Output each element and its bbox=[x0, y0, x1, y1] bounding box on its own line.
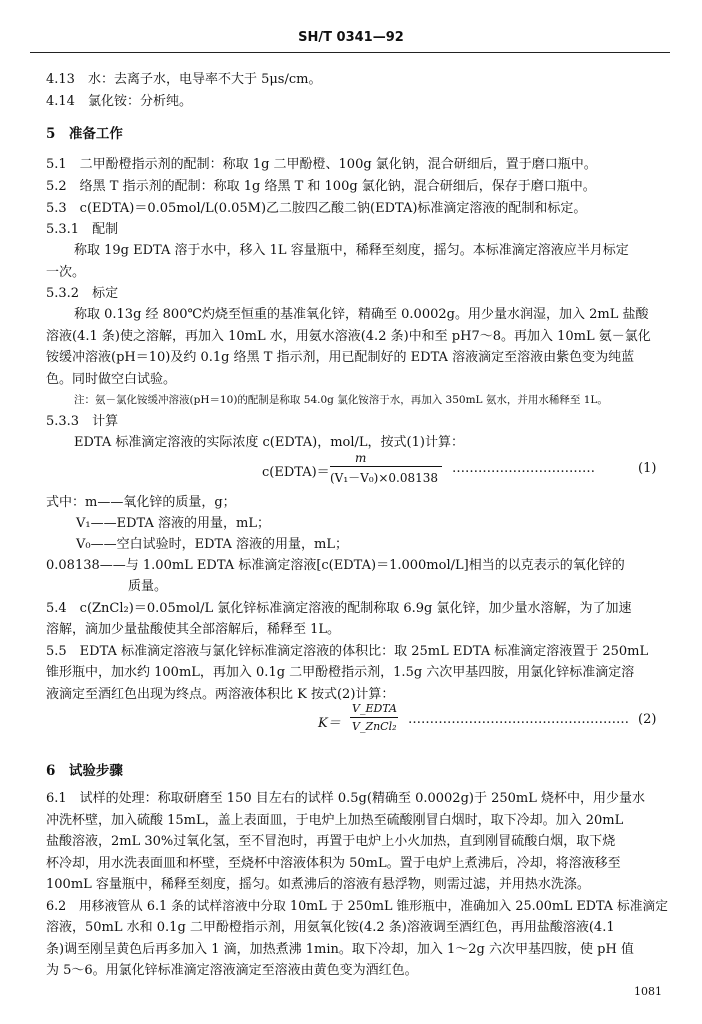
clause-6-1-line2: 冲洗杯壁，加入硫酸 15mL，盖上表面皿，于电炉上加热至硫酸刚冒白烟时，取下冷却。加入 20mL bbox=[46, 813, 624, 828]
clause-5-5-line3: 液滴定至酒红色出现为终点。两溶液体积比 K 按式(2)计算： bbox=[46, 687, 395, 702]
clause-5-3-2: 5.3.2 标定 bbox=[46, 286, 119, 301]
clause-6-1-line5: 100mL 容量瓶中，稀释至刻度，摇匀。如煮沸后的溶液有悬浮物，则需过滤，并用热水洗涤。 bbox=[46, 877, 590, 892]
where-desc: ——氧化锌的质量，g； bbox=[97, 495, 236, 510]
equation-1-lhs: c(EDTA)＝ bbox=[262, 465, 330, 480]
clause-5-5-line2: 锥形瓶中，加水约 100mL，再加入 0.1g 二甲酚橙指示剂，1.5g 六次甲基四胺，用氯化锌标准滴定溶 bbox=[46, 665, 635, 680]
where-desc: ——EDTA 溶液的用量，mL； bbox=[90, 516, 270, 531]
where-desc: ——空白试验时，EDTA 溶液的用量，mL； bbox=[90, 537, 348, 552]
para-5-3-3: EDTA 标准滴定溶液的实际浓度 c(EDTA)，mol/L，按式(1)计算： bbox=[74, 435, 464, 450]
document-header: SH/T 0341—92 bbox=[298, 30, 404, 45]
where-symbol: 式中：m bbox=[46, 495, 98, 510]
equation-1-numerator: m bbox=[355, 451, 367, 465]
equation-1-denominator: (V₁－V₀)×0.08138 bbox=[330, 471, 438, 485]
section-5-heading: 5 准备工作 bbox=[46, 126, 123, 142]
clause-5-5-line1: 5.5 EDTA 标准滴定溶液与氯化锌标准滴定溶液的体积比：取 25mL EDTA 标准滴定溶液置于 250mL bbox=[46, 644, 649, 659]
equation-2-fraction-bar bbox=[350, 717, 398, 718]
note-5-3-2: 注：氨－氯化铵缓冲溶液(pH＝10)的配制是称取 54.0g 氯化铵溶于水，再加入 350mL 氨水，并用水稀释至 1L。 bbox=[74, 394, 608, 406]
para-5-3-2-line3: 铵缓冲溶液(pH＝10)及约 0.1g 络黑 T 指示剂，用已配制好的 EDTA 溶液滴定至溶液由紫色变为纯蓝 bbox=[46, 350, 635, 365]
para-5-3-2-line2: 溶液(4.1 条)使之溶解，再加入 10mL 水，用氨水溶液(4.2 条)中和至 pH7～8。再加入 10mL 氨－氯化 bbox=[46, 329, 651, 344]
equation-1-leader-dots: …………………………… bbox=[452, 461, 595, 476]
equation-2-denominator: V_ZnCl₂ bbox=[352, 720, 397, 733]
clause-5-2: 5.2 络黑 T 指示剂的配制：称取 1g 络黑 T 和 100g 氯化钠，混合研细后，保存于磨口瓶中。 bbox=[46, 179, 596, 194]
equation-1-fraction-bar bbox=[330, 466, 442, 467]
clause-6-1-line1: 6.1 试样的处理：称取研磨至 150 目左右的试样 0.5g(精确至 0.0002g)于 250mL 烧杯中，用少量水 bbox=[46, 791, 646, 806]
equation-2-numerator: V_EDTA bbox=[352, 702, 397, 715]
clause-6-1-line3: 盐酸溶液，2mL 30%过氧化氢，至不冒泡时，再置于电炉上小火加热，直到刚冒硫酸白烟，取下烧 bbox=[46, 834, 616, 849]
para-5-3-2-line1: 称取 0.13g 经 800℃灼烧至恒重的基准氧化锌，精确至 0.0002g。用少量水润湿，加入 2mL 盐酸 bbox=[74, 307, 649, 322]
section-6-heading: 6 试验步骤 bbox=[46, 763, 123, 779]
equation-2-leader-dots: …………………………………………… bbox=[408, 712, 629, 727]
where-symbol: V₁ bbox=[76, 516, 91, 531]
where-item bbox=[46, 557, 625, 574]
header-rule bbox=[30, 52, 670, 53]
clause-5-3-3: 5.3.3 计算 bbox=[46, 414, 119, 429]
clause-4-14: 4.14 氯化铵：分析纯。 bbox=[46, 94, 192, 109]
where-item bbox=[76, 536, 348, 553]
page-number: 1081 bbox=[634, 985, 662, 998]
clause-5-3-1: 5.3.1 配制 bbox=[46, 222, 119, 237]
para-5-3-1-line2: 一次。 bbox=[46, 265, 86, 280]
where-item bbox=[128, 578, 167, 595]
clause-6-2-line4: 为 5～6。用氯化锌标准滴定溶液滴定至溶液由黄色变为酒红色。 bbox=[46, 963, 418, 978]
where-symbol: V₀ bbox=[76, 537, 91, 552]
clause-5-1: 5.1 二甲酚橙指示剂的配制：称取 1g 二甲酚橙、100g 氯化钠，混合研细后，置于磨口瓶中。 bbox=[46, 157, 597, 172]
where-desc: 质量。 bbox=[128, 579, 168, 594]
equation-2-number: (2) bbox=[638, 712, 657, 727]
clause-5-3: 5.3 c(EDTA)＝0.05mol/L(0.05M)乙二胺四乙酸二钠(EDTA)标准滴定溶液的配制和标定。 bbox=[46, 201, 587, 216]
where-item bbox=[46, 494, 236, 511]
clause-4-13: 4.13 水：去离子水，电导率不大于 5μs/cm。 bbox=[46, 72, 322, 87]
equation-1-number: (1) bbox=[638, 461, 657, 476]
where-symbol: 0.08138 bbox=[46, 558, 100, 573]
where-desc: ——与 1.00mL EDTA 标准滴定溶液[c(EDTA)＝1.000mol/L]相当的以克表示的氧化锌的 bbox=[99, 558, 625, 573]
para-5-3-1-line1: 称取 19g EDTA 溶于水中，移入 1L 容量瓶中，稀释至刻度，摇匀。本标准滴定溶液应半月标定 bbox=[74, 243, 629, 258]
clause-5-4-line1: 5.4 c(ZnCl₂)＝0.05mol/L 氯化锌标准滴定溶液的配制称取 6.9g 氯化锌，加少量水溶解，为了加速 bbox=[46, 601, 632, 616]
clause-5-4-line2: 溶解，滴加少量盐酸使其全部溶解后，稀释至 1L。 bbox=[46, 622, 341, 637]
clause-6-2-line1: 6.2 用移液管从 6.1 条的试样溶液中分取 10mL 于 250mL 锥形瓶中，准确加入 25.00mL EDTA 标准滴定 bbox=[46, 899, 669, 914]
where-item bbox=[76, 515, 270, 532]
equation-2-lhs: K＝ bbox=[318, 716, 341, 731]
clause-6-2-line3: 条)调至刚呈黄色后再多加入 1 滴，加热煮沸 1min。取下冷却，加入 1～2g 六次甲基四胺，使 pH 值 bbox=[46, 942, 634, 957]
clause-6-1-line4: 杯冷却，用水洗表面皿和杯壁，至烧杯中溶液体积为 50mL。置于电炉上煮沸后，冷却，将溶液移至 bbox=[46, 856, 621, 871]
para-5-3-2-line4: 色。同时做空白试验。 bbox=[46, 372, 177, 387]
clause-6-2-line2: 溶液，50mL 水和 0.1g 二甲酚橙指示剂，用氨氧化铵(4.2 条)溶液调至酒红色，再用盐酸溶液(4.1 bbox=[46, 920, 615, 935]
